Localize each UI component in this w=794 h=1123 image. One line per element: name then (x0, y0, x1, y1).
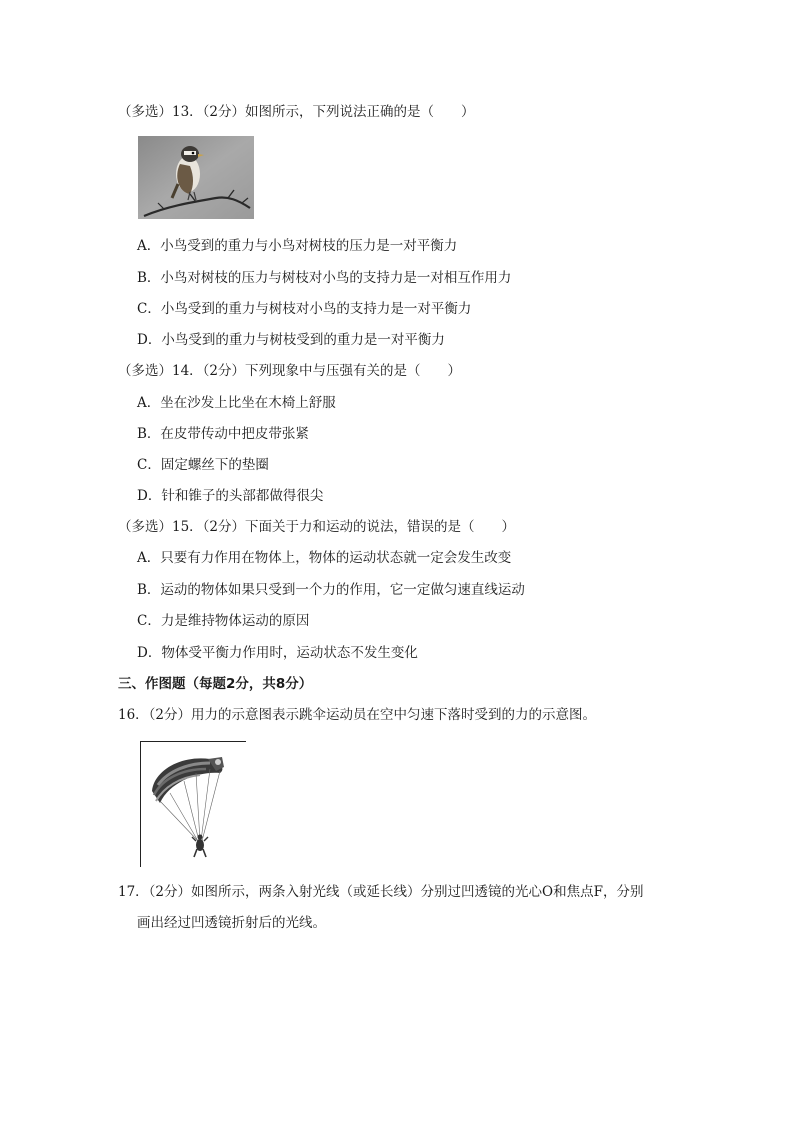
question-13-option-d: D．小鸟受到的重力与树枝受到的重力是一对平衡力 (137, 332, 445, 348)
question-16-stem: 16．（2分）用力的示意图表示跳伞运动员在空中匀速下落时受到的力的示意图。 (118, 707, 597, 723)
question-17-stem-line-2: 画出经过凹透镜折射后的光线。 (137, 915, 326, 931)
question-14-stem: （多选）14．（2分）下列现象中与压强有关的是（ ） (118, 363, 462, 379)
question-13-stem: （多选）13．（2分）如图所示，下列说法正确的是（ ） (118, 104, 475, 120)
question-15-option-a: A．只要有力作用在物体上，物体的运动状态就一定会发生改变 (137, 550, 512, 566)
question-13-option-b: B．小鸟对树枝的压力与树枝对小鸟的支持力是一对相互作用力 (137, 270, 512, 286)
question-17-stem-line-1: 17．（2分）如图所示，两条入射光线（或延长线）分别过凹透镜的光心O和焦点F，分别 (118, 884, 644, 900)
question-15-stem: （多选）15．（2分）下面关于力和运动的说法，错误的是（ ） (118, 519, 516, 535)
question-14-option-c: C．固定螺丝下的垫圈 (137, 457, 269, 473)
question-15-option-c: C．力是维持物体运动的原因 (137, 613, 310, 629)
question-15-option-b: B．运动的物体如果只受到一个力的作用，它一定做匀速直线运动 (137, 582, 525, 598)
question-13-option-a: A．小鸟受到的重力与小鸟对树枝的压力是一对平衡力 (137, 238, 458, 254)
parachutist-photo (140, 741, 246, 867)
section-3-heading: 三、作图题（每题2分，共8分） (118, 676, 313, 692)
question-14-option-b: B．在皮带传动中把皮带张紧 (137, 426, 309, 442)
question-13-option-c: C．小鸟受到的重力与树枝对小鸟的支持力是一对平衡力 (137, 301, 472, 317)
bird-on-branch-photo (138, 136, 254, 219)
question-14-option-d: D．针和锥子的头部都做得很尖 (137, 488, 324, 504)
question-14-option-a: A．坐在沙发上比坐在木椅上舒服 (137, 395, 336, 411)
question-15-option-d: D．物体受平衡力作用时，运动状态不发生变化 (137, 645, 418, 661)
